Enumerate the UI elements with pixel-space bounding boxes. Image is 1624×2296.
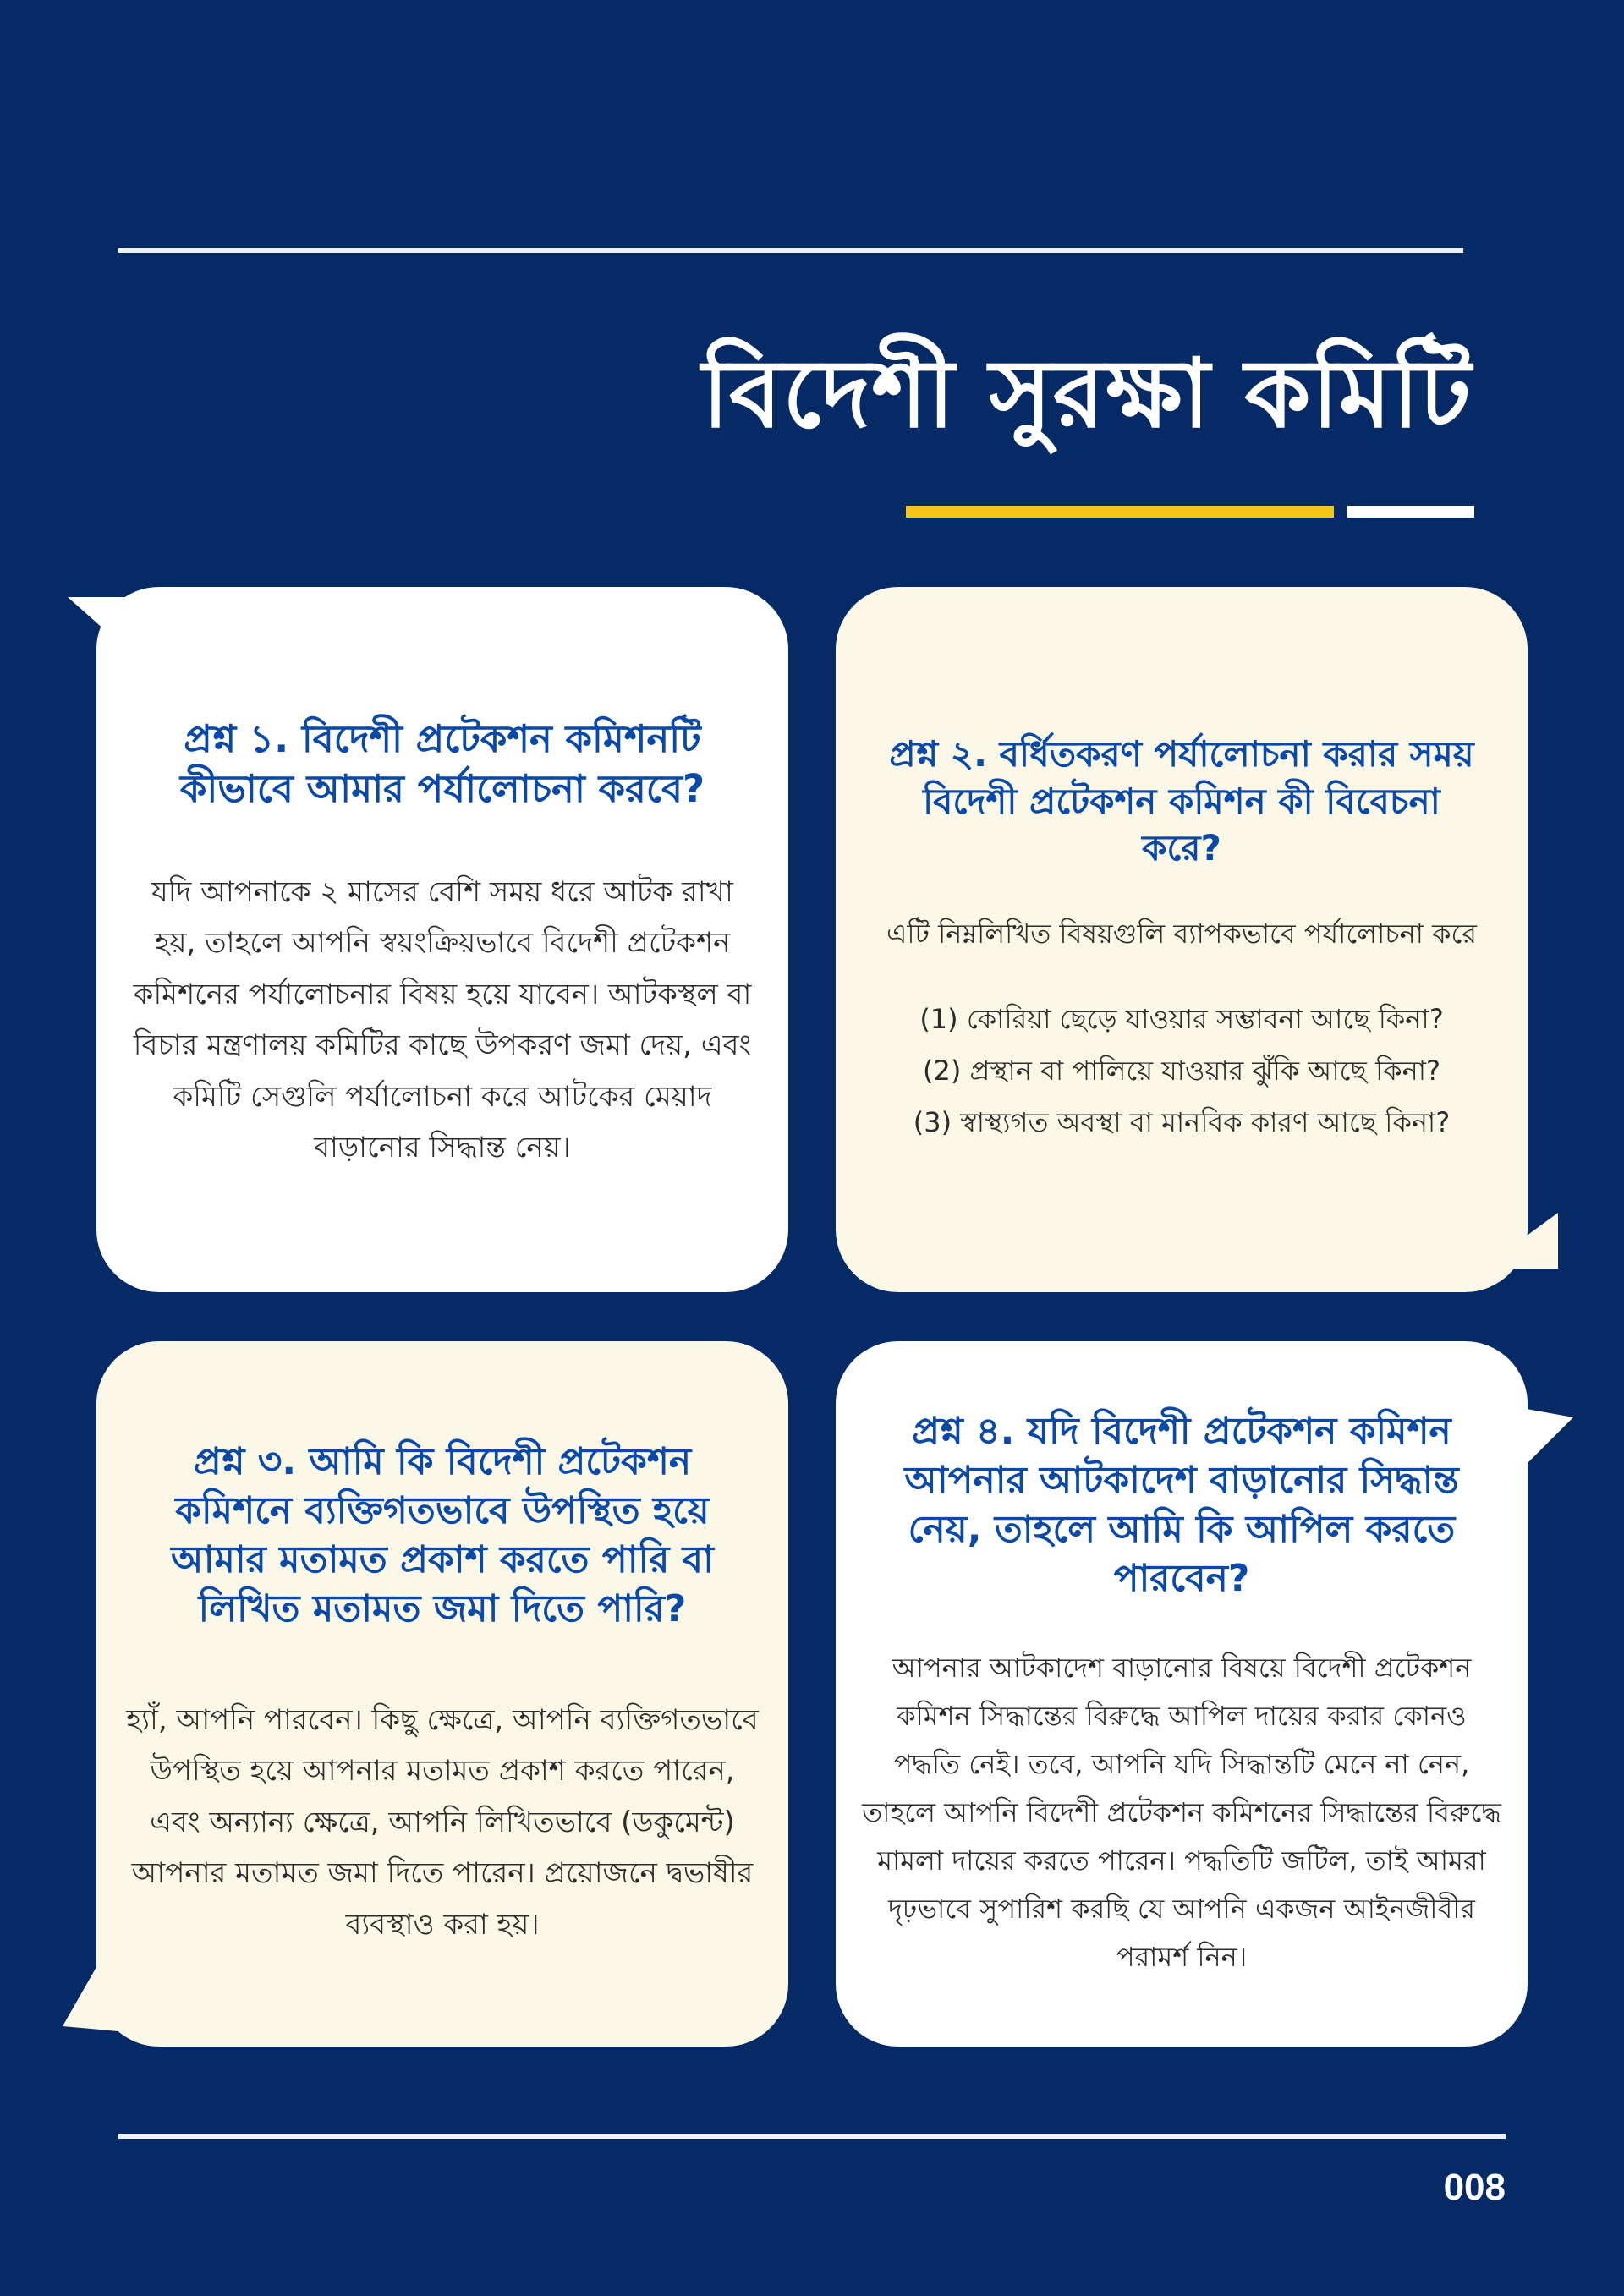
faq-answer-2-item: (2) প্রস্থান বা পালিয়ে যাওয়ার ঝুঁকি আছে কিনা? — [922, 1055, 1441, 1088]
faq-answer-3: হ্যাঁ, আপনি পারবেন। কিছু ক্ষেত্রে, আপনি ব্যক্তিগতভাবে উপস্থিত হয়ে আপনার মতামত প্রকাশ করতে পারেন, এবং অন্যান্য ক্ষেত্রে, আপনি লিখিতভাবে (ডকুমেন্ট) আপনার মতামত জমা দিতে পারেন। প্রয়োজনে দ্বভাষীর ব্যবস্থাও করা হয়। — [126, 1702, 759, 1942]
faq-question-2: প্রশ্ন ২. বর্ধিতকরণ পর্যালোচনা করার সময় বিদেশী প্রটেকশন কমিশন কী বিবেচনা করে? — [889, 733, 1474, 869]
title-accent-yellow-bar — [906, 506, 1334, 518]
faq-answer-2-intro: এটি নিম্নলিখিত বিষয়গুলি ব্যাপকভাবে পর্যালোচনা করে — [886, 918, 1477, 951]
faq-card-2 — [836, 587, 1528, 1292]
faq-question-1: প্রশ্ন ১. বিদেশী প্রটেকশন কমিশনটি কীভাবে আমার পর্যালোচনা করবে? — [179, 716, 705, 812]
faq-answer-1: যদি আপনাকে ২ মাসের বেশি সময় ধরে আটক রাখা হয়, তাহলে আপনি স্বয়ংক্রিয়ভাবে বিদেশী প্রটেকশন কমিশনের পর্যালোচনার বিষয় হয়ে যাবেন। আটকস্থল বা বিচার মন্ত্রণালয় কমিটির কাছে উপকরণ জমা দেয়, এবং কমিটি সেগুলি পর্যালোচনা করে আটকের মেয়াদ বাড়ানোর সিদ্ধান্ত নেয়। — [133, 874, 752, 1165]
faq-answer-4: আপনার আটকাদেশ বাড়ানোর বিষয়ে বিদেশী প্রটেকশন কমিশন সিদ্ধান্তের বিরুদ্ধে আপিল দায়ের করার কোনও পদ্ধতি নেই। তবে, আপনি যদি সিদ্ধান্তটি মেনে না নেন, তাহলে আপনি বিদেশী প্রটেকশন কমিশনের সিদ্ধান্তের বিরুদ্ধে মামলা দায়ের করতে পারেন। পদ্ধতিটি জটিল, তাই আমরা দৃঢ়ভাবে সুপারিশ করছি যে আপনি একজন আইনজীবীর পরামর্শ নিন। — [862, 1651, 1501, 1973]
faq-answer-2-item: (1) কোরিয়া ছেড়ে যাওয়ার সম্ভাবনা আছে কিনা? — [919, 1003, 1444, 1036]
speech-bubble-tail — [1480, 1400, 1573, 1527]
page-title: বিদেশী সুরক্ষা কমিটি — [702, 339, 1472, 449]
faq-question-3: প্রশ্ন ৩. আমি কি বিদেশী প্রটেকশন কমিশনে ব্যক্তিগতভাবে উপস্থিত হয়ে আমার মতামত প্রকাশ করতে পারি বা লিখিত মতামত জমা দিতে পারি? — [171, 1439, 714, 1630]
faq-answer-2-item: (3) স্বাস্থ্যগত অবস্থা বা মানবিক কারণ আছে কিনা? — [913, 1106, 1451, 1139]
title-accent-white-bar — [1347, 506, 1474, 518]
page-number: 008 — [1443, 2167, 1506, 2208]
bottom-divider — [118, 2134, 1506, 2139]
faq-card-1 — [96, 587, 788, 1292]
top-divider — [118, 248, 1463, 253]
faq-card-3 — [96, 1341, 788, 2047]
faq-card-4 — [836, 1341, 1528, 2047]
faq-question-4: প্রশ্ন ৪. যদি বিদেশী প্রটেকশন কমিশন আপনার আটকাদেশ বাড়ানোর সিদ্ধান্ত নেয়, তাহলে আমি কি আপিল করতে পারবেন? — [904, 1409, 1459, 1600]
